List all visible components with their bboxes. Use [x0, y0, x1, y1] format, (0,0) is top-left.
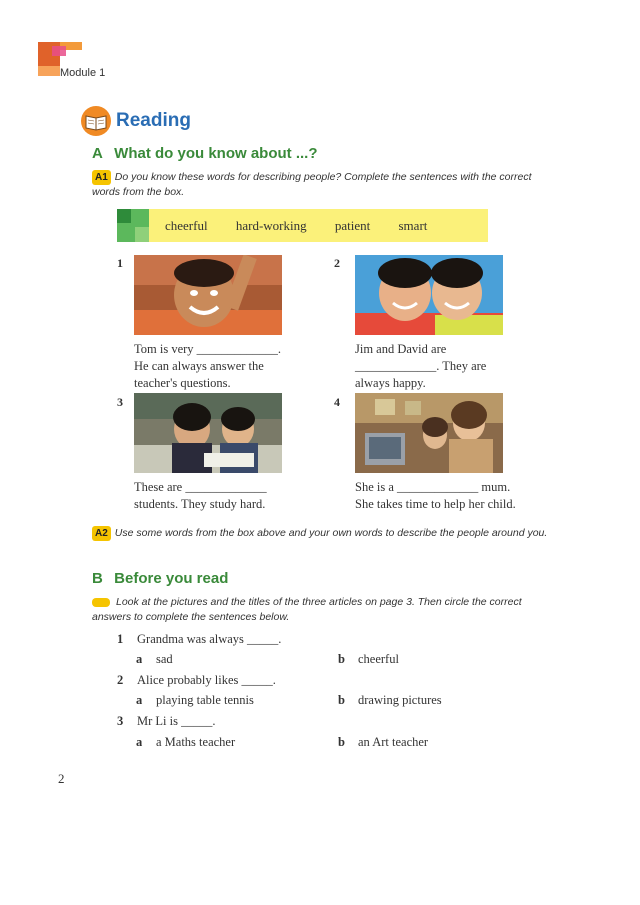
- word-hard-working: hard-working: [235, 218, 307, 233]
- section-a-letter: A: [92, 145, 103, 162]
- word-list: [165, 218, 452, 234]
- item-number: 1: [117, 256, 123, 270]
- a1-instruction-text: Do you know these words for describing people? Complete the sentences with the correct words from the box.: [92, 171, 532, 198]
- section-a-title: What do you know about ...?: [114, 145, 318, 162]
- item-3-caption: [134, 479, 334, 513]
- option-text: sad: [156, 652, 173, 666]
- option-text: an Art teacher: [358, 735, 429, 749]
- option-letter: a: [136, 735, 143, 749]
- caption-line: She takes time to help her child.: [355, 497, 516, 511]
- caption-line: He can always answer the: [134, 359, 264, 373]
- b-instruction: [92, 595, 562, 625]
- question-text: Grandma was always _____.: [137, 632, 282, 646]
- section-b-title: Before you read: [114, 570, 229, 587]
- question-text: Mr Li is _____.: [137, 714, 216, 728]
- question-1-option-a[interactable]: [136, 652, 173, 667]
- question-3-option-a[interactable]: [136, 735, 235, 750]
- option-letter: a: [136, 652, 143, 666]
- question-number: 1: [117, 632, 124, 646]
- a2-instruction: [92, 526, 562, 541]
- photo-smiling-boy: [134, 255, 282, 335]
- question-3: [117, 714, 215, 729]
- option-letter: b: [338, 693, 345, 707]
- item-number: 4: [334, 395, 340, 409]
- open-book-icon: [80, 105, 112, 137]
- a1-instruction: [92, 170, 562, 200]
- b-instruction-text: Look at the pictures and the titles of the three articles on page 3. Then circle the correct answers to complete the sentences below.: [92, 596, 522, 623]
- a1-tag: A1: [92, 170, 111, 185]
- a2-instruction-text: Use some words from the box above and your own words to describe the people around you.: [114, 527, 548, 539]
- caption-line: always happy.: [355, 376, 426, 390]
- reading-title: Reading: [116, 110, 191, 131]
- caption-line: Jim and David are: [355, 342, 447, 356]
- section-b-heading: [92, 570, 228, 587]
- page-number: 2: [58, 771, 65, 786]
- question-number: 2: [117, 673, 124, 687]
- word-smart: smart: [398, 218, 428, 233]
- caption-line: These are _____________: [134, 480, 267, 494]
- option-letter: a: [136, 693, 143, 707]
- word-patient: patient: [334, 218, 371, 233]
- caption-line: Tom is very _____________.: [134, 342, 282, 356]
- question-text: Alice probably likes _____.: [137, 673, 276, 687]
- option-letter: b: [338, 652, 345, 666]
- question-1: [117, 632, 281, 647]
- caption-line: _____________. They are: [355, 359, 487, 373]
- a2-tag: A2: [92, 526, 111, 541]
- b-tag-marker: [92, 598, 110, 607]
- option-text: drawing pictures: [358, 693, 442, 707]
- question-3-option-b[interactable]: [338, 735, 428, 750]
- section-b-letter: B: [92, 570, 103, 587]
- item-2-caption: [355, 341, 555, 392]
- item-1-caption: [134, 341, 334, 392]
- caption-line: She is a _____________ mum.: [355, 480, 511, 494]
- word-cheerful: cheerful: [165, 218, 208, 233]
- question-2-option-a[interactable]: [136, 693, 254, 708]
- question-2: [117, 673, 276, 688]
- item-number: 3: [117, 395, 123, 409]
- reading-heading: [80, 105, 191, 137]
- question-1-option-b[interactable]: [338, 652, 399, 667]
- item-number: 2: [334, 256, 340, 270]
- question-number: 3: [117, 714, 124, 728]
- option-text: playing table tennis: [156, 693, 254, 707]
- photo-two-boys: [355, 255, 503, 335]
- word-box: [117, 209, 488, 242]
- puzzle-blocks-icon: [117, 209, 149, 242]
- item-4-caption: [355, 479, 575, 513]
- photo-mum-helping-child: [355, 393, 503, 473]
- option-letter: b: [338, 735, 345, 749]
- option-text: cheerful: [358, 652, 399, 666]
- photo-students-studying: [134, 393, 282, 473]
- module-label: Module 1: [60, 67, 106, 79]
- question-2-option-b[interactable]: [338, 693, 442, 708]
- option-text: a Maths teacher: [156, 735, 236, 749]
- caption-line: teacher's questions.: [134, 376, 231, 390]
- caption-line: students. They study hard.: [134, 497, 266, 511]
- section-a-heading: [92, 145, 318, 162]
